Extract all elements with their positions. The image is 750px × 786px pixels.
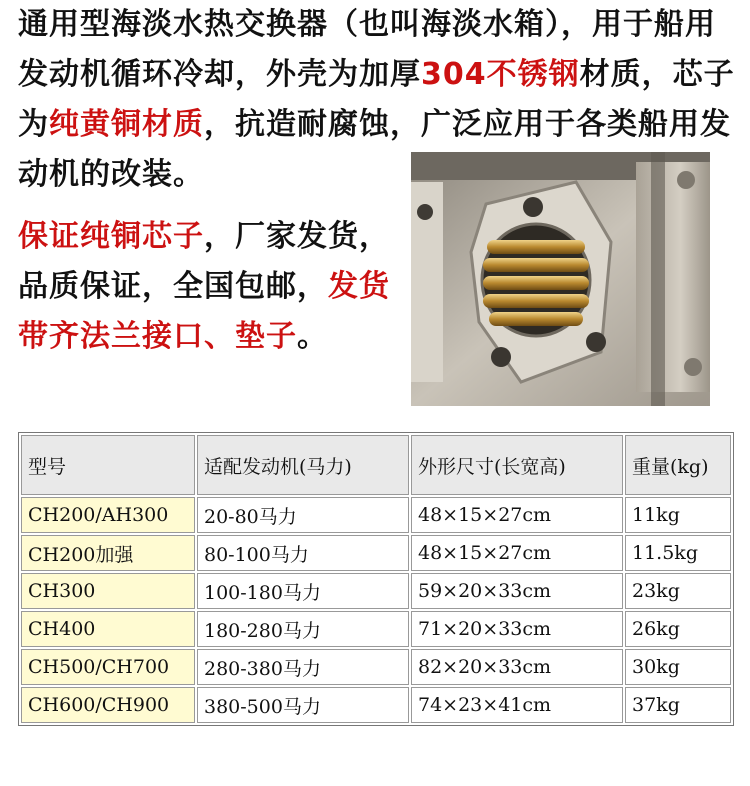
intro-text-2: 材质，芯子为: [18, 57, 735, 142]
cell-power: 280-380马力: [197, 649, 409, 685]
intro-text-1: 通用型海淡水热交换器（也叫海淡水箱），用于船用发动机循环冷却，外壳为加厚: [18, 7, 716, 92]
cell-power: 20-80马力: [197, 497, 409, 533]
highlight-flange-gasket: 发货带齐法兰接口、垫子: [18, 269, 390, 354]
cell-size: 59×20×33cm: [411, 573, 623, 609]
table-row: [21, 649, 731, 685]
highlight-stainless-steel: 304不锈钢: [421, 57, 580, 92]
highlight-brass-core: 纯黄铜材质: [49, 107, 204, 142]
cell-size: 48×15×27cm: [411, 535, 623, 571]
header-power: 适配发动机(马力): [197, 435, 409, 495]
cell-model: CH300: [21, 573, 195, 609]
cell-size: 48×15×27cm: [411, 497, 623, 533]
cell-model: CH200加强: [21, 535, 195, 571]
guarantee-paragraph: [18, 212, 408, 362]
heat-exchanger-illustration: [411, 152, 710, 406]
cell-weight: 30kg: [625, 649, 731, 685]
highlight-copper-core: 保证纯铜芯子: [18, 219, 204, 254]
table-header-row: [21, 435, 731, 495]
cell-weight: 26kg: [625, 611, 731, 647]
cell-weight: 11.5kg: [625, 535, 731, 571]
cell-model: CH400: [21, 611, 195, 647]
cell-model: CH500/CH700: [21, 649, 195, 685]
guarantee-text-2: 。: [297, 319, 328, 354]
cell-size: 74×23×41cm: [411, 687, 623, 723]
cell-size: 71×20×33cm: [411, 611, 623, 647]
cell-model: CH200/AH300: [21, 497, 195, 533]
cell-power: 180-280马力: [197, 611, 409, 647]
table-row: [21, 687, 731, 723]
cell-model: CH600/CH900: [21, 687, 195, 723]
spec-table: [18, 432, 734, 726]
header-size: 外形尺寸(长宽高): [411, 435, 623, 495]
header-model: 型号: [21, 435, 195, 495]
heat-exchanger-photo: [411, 152, 710, 406]
intro-text-3: ，抗造耐腐蚀，广泛应用于各类船用发动机的改装。: [18, 107, 731, 192]
cell-power: 100-180马力: [197, 573, 409, 609]
table-row: [21, 611, 731, 647]
cell-weight: 37kg: [625, 687, 731, 723]
guarantee-text-1: ，厂家发货，品质保证，全国包邮，: [18, 219, 390, 304]
header-weight: 重量(kg): [625, 435, 731, 495]
cell-weight: 23kg: [625, 573, 731, 609]
cell-weight: 11kg: [625, 497, 731, 533]
cell-power: 380-500马力: [197, 687, 409, 723]
table-row: [21, 535, 731, 571]
cell-power: 80-100马力: [197, 535, 409, 571]
table-row: [21, 497, 731, 533]
table-row: [21, 573, 731, 609]
cell-size: 82×20×33cm: [411, 649, 623, 685]
